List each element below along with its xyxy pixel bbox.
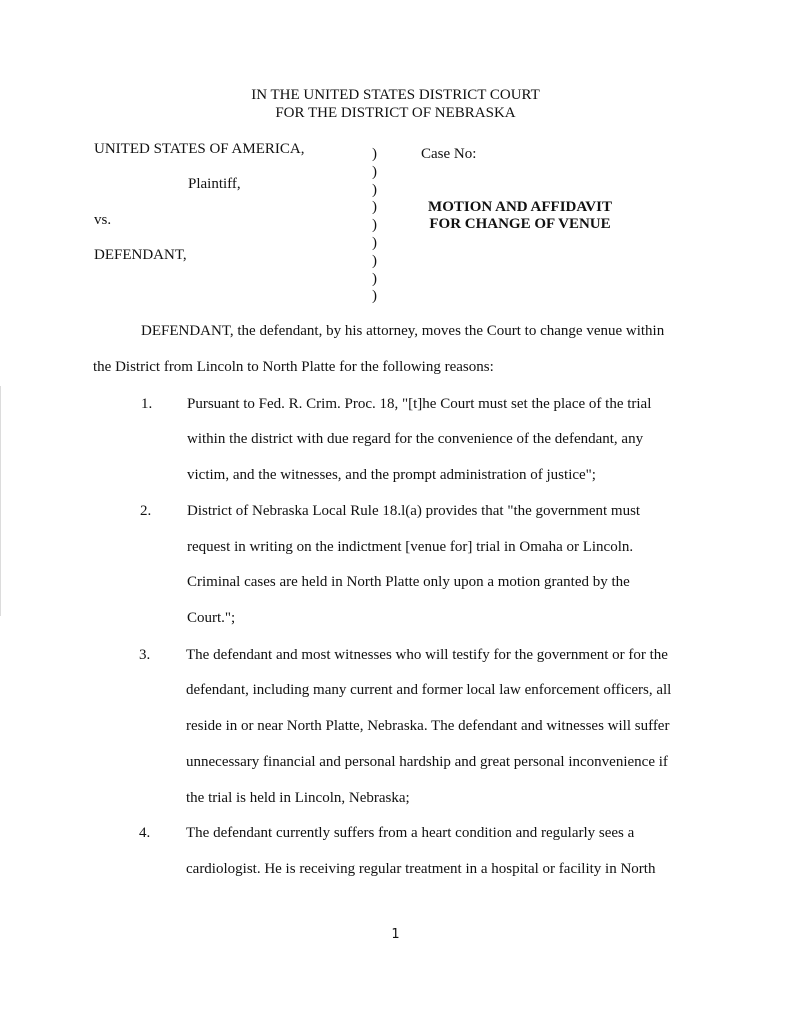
item-line: District of Nebraska Local Rule 18.l(a) provides that "the government must <box>187 503 641 519</box>
caption-paren: ) <box>372 163 377 180</box>
motion-title-line2: FOR CHANGE OF VENUE <box>429 216 611 232</box>
caption-paren: ) <box>372 181 377 198</box>
item-line: The defendant and most witnesses who will testify for the government or for the <box>186 647 668 663</box>
caption-paren: ) <box>372 270 377 287</box>
item-line: The defendant currently suffers from a heart condition and regularly sees a <box>186 825 635 841</box>
item-line: defendant, including many current and former local law enforcement officers, all <box>186 682 672 698</box>
caption-paren: ) <box>372 217 377 234</box>
caption-paren: ) <box>372 146 377 162</box>
page-edge-divider <box>0 386 1 616</box>
item-line: the trial is held in Lincoln, Nebraska; <box>186 790 410 806</box>
intro-line: the District from Lincoln to North Platte for the following reasons: <box>93 359 494 375</box>
plaintiff-role: Plaintiff, <box>188 176 241 192</box>
item-line: Criminal cases are held in North Platte only upon a motion granted by the <box>187 574 630 590</box>
intro-line: DEFENDANT, the defendant, by his attorney, moves the Court to change venue within <box>141 323 665 339</box>
item-number: 3. <box>139 647 151 663</box>
case-number-label: Case No: <box>421 146 477 162</box>
court-name-line2: FOR THE DISTRICT OF NEBRASKA <box>275 105 516 121</box>
caption-paren: ) <box>372 252 377 269</box>
item-line: request in writing on the indictment [venue for] trial in Omaha or Lincoln. <box>187 539 634 555</box>
item-line: Pursuant to Fed. R. Crim. Proc. 18, "[t]he Court must set the place of the trial <box>187 396 652 412</box>
item-line: victim, and the witnesses, and the prompt administration of justice"; <box>187 467 596 483</box>
page-number: 1 <box>391 927 400 942</box>
item-number: 2. <box>140 503 152 519</box>
item-line: Court."; <box>187 610 236 626</box>
defendant-name: DEFENDANT, <box>94 247 187 263</box>
caption-paren: ) <box>372 288 377 305</box>
caption-paren: ) <box>372 234 377 251</box>
motion-title-line1: MOTION AND AFFIDAVIT <box>428 199 612 215</box>
item-line: reside in or near North Platte, Nebraska. The defendant and witnesses will suffer <box>186 718 670 734</box>
caption-parentheses <box>372 146 377 306</box>
plaintiff-name: UNITED STATES OF AMERICA, <box>94 141 305 157</box>
item-line: within the district with due regard for the convenience of the defendant, any <box>187 431 644 447</box>
caption-paren: ) <box>372 199 377 216</box>
item-number: 4. <box>139 825 151 841</box>
item-line: cardiologist. He is receiving regular treatment in a hospital or facility in North <box>186 861 656 877</box>
versus-label: vs. <box>94 212 112 228</box>
item-line: unnecessary financial and personal hardship and great personal inconvenience if <box>186 754 668 770</box>
item-number: 1. <box>141 396 153 412</box>
court-name-line1: IN THE UNITED STATES DISTRICT COURT <box>251 87 540 103</box>
